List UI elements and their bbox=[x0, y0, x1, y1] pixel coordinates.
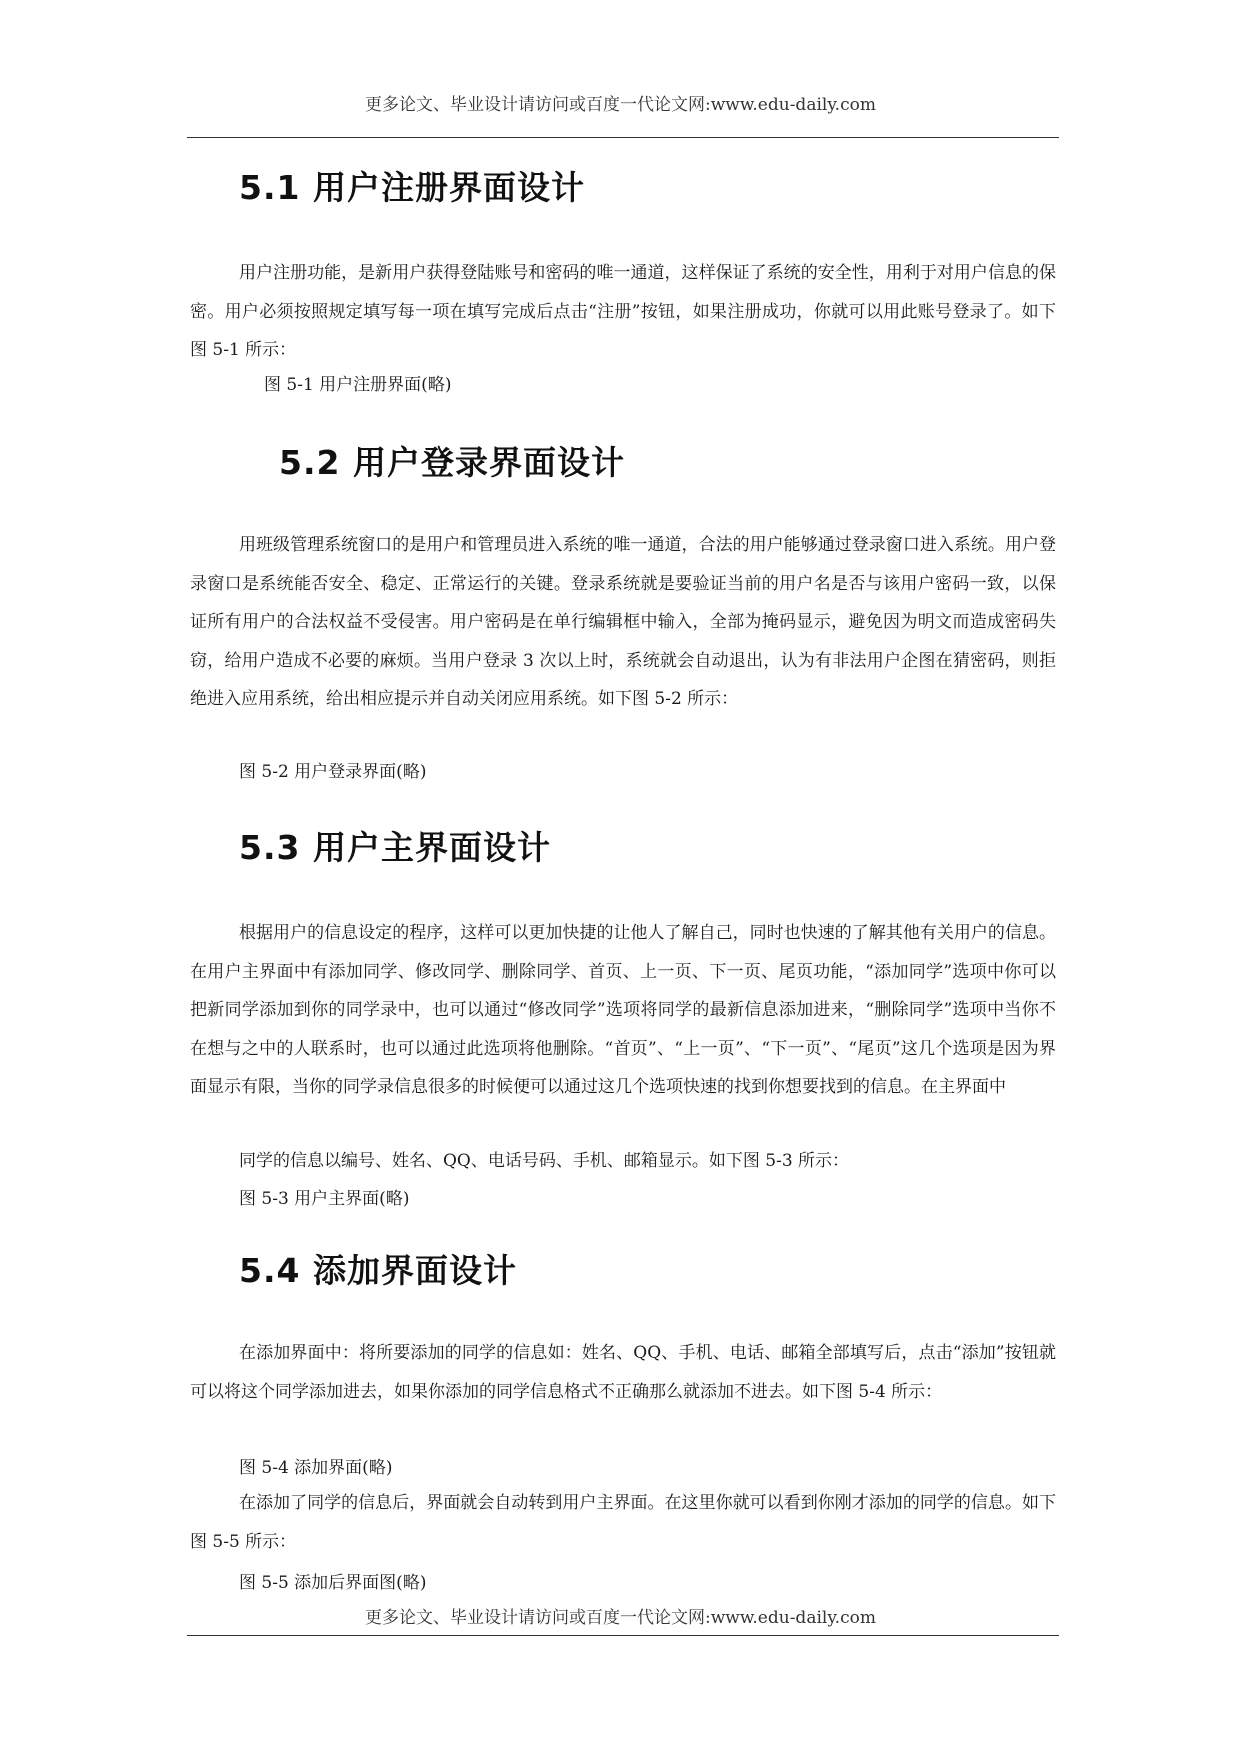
section-heading-5-2: 5.2 用户登录界面设计 bbox=[279, 443, 625, 482]
figure-caption-5-2: 图 5-2 用户登录界面(略) bbox=[239, 762, 427, 782]
footer-divider bbox=[187, 1635, 1059, 1636]
section-heading-5-3: 5.3 用户主界面设计 bbox=[239, 828, 551, 867]
section-5-4-after-paragraph: 在添加了同学的信息后，界面就会自动转到用户主界面。在这里你就可以看到你刚才添加的同学的信息。如下图 5-5 所示： bbox=[190, 1493, 1056, 1552]
section-5-2-paragraph: 用班级管理系统窗口的是用户和管理员进入系统的唯一通道，合法的用户能够通过登录窗口进入系统。用户登录窗口是系统能否安全、稳定、正常运行的关键。登录系统就是要验证当前的用户名是否与该用户密码一致，以保证所有用户的合法权益不受侵害。用户密码是在单行编辑框中输入，全部为掩码显示，避免因为明文而造成密码失窃，给用户造成不必要的麻烦。当用户登录 3 次以上时，系统就会自动退出，认为有非法用户企图在猜密码，则拒绝进入应用系统，给出相应提示并自动关闭应用系统。如下图 5-2 所示： bbox=[190, 535, 1056, 710]
page-footer: 更多论文、毕业设计请访问或百度一代论文网:www.edu-daily.com bbox=[365, 1608, 876, 1628]
figure-caption-5-4: 图 5-4 添加界面(略) bbox=[239, 1458, 393, 1478]
section-heading-5-1: 5.1 用户注册界面设计 bbox=[239, 168, 585, 207]
section-5-3-paragraph: 根据用户的信息设定的程序，这样可以更加快捷的让他人了解自己，同时也快速的了解其他有关用户的信息。在用户主界面中有添加同学、修改同学、删除同学、首页、上一页、下一页、尾页功能，“添加同学”选项中你可以把新同学添加到你的同学录中，也可以通过“修改同学”选项将同学的最新信息添加进来，“删除同学”选项中当你不在想与之中的人联系时，也可以通过此选项将他删除。“首页”、“上一页”、“下一页”、“尾页”这几个选项是因为界面显示有限，当你的同学录信息很多的时候便可以通过这几个选项快速的找到你想要找到的信息。在主界面中 bbox=[190, 923, 1056, 1098]
section-5-4-paragraph: 在添加界面中：将所要添加的同学的信息如：姓名、QQ、手机、电话、邮箱全部填写后，点击“添加”按钮就可以将这个同学添加进去，如果你添加的同学信息格式不正确那么就添加不进去。如下图 5-4 所示： bbox=[190, 1343, 1056, 1402]
section-5-3-line: 同学的信息以编号、姓名、QQ、电话号码、手机、邮箱显示。如下图 5-3 所示： bbox=[239, 1151, 850, 1171]
section-5-1-paragraph: 用户注册功能，是新用户获得登陆账号和密码的唯一通道，这样保证了系统的安全性，用利于对用户信息的保密。用户必须按照规定填写每一项在填写完成后点击“注册”按钮，如果注册成功，你就可以用此账号登录了。如下图 5-1 所示： bbox=[190, 263, 1056, 361]
figure-caption-5-3: 图 5-3 用户主界面(略) bbox=[239, 1189, 410, 1209]
figure-caption-5-1: 图 5-1 用户注册界面(略) bbox=[264, 375, 452, 395]
header-divider bbox=[187, 137, 1059, 138]
page-header: 更多论文、毕业设计请访问或百度一代论文网:www.edu-daily.com bbox=[365, 95, 876, 115]
figure-caption-5-5: 图 5-5 添加后界面图(略) bbox=[239, 1573, 427, 1593]
section-heading-5-4: 5.4 添加界面设计 bbox=[239, 1251, 517, 1290]
